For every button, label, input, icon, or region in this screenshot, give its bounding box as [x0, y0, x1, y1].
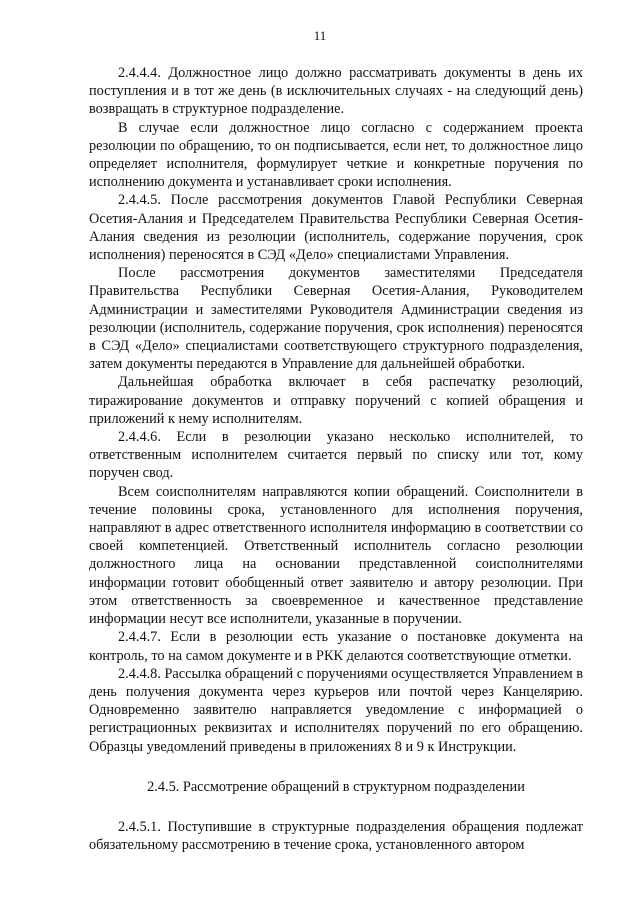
paragraph-resolution-signing: В случае если должностное лицо согласно с содержанием проекта резолюции по обращению, то он подписывается, если нет, то должностное лицо определяет исполнителя, формулирует четкие и конкретные поручения по исполнению документа и устанавливает сроки исполнения. [89, 119, 583, 191]
paragraph-2-4-4-7: 2.4.4.7. Если в резолюции есть указание о постановке документа на контроль, то на самом документе и в РКК делаются соответствующие отметки. [89, 629, 583, 664]
page-number: 11 [313, 28, 327, 43]
paragraph-2-4-4-4: 2.4.4.4. Должностное лицо должно рассматривать документы в день их поступления и в тот же день (в исключительных случаях - на следующий день) возвращать в структурное подразделение. [89, 65, 583, 118]
paragraph-2-4-4-5: 2.4.4.5. После рассмотрения документов Главой Республики Северная Осетия-Алания и Председателем Правительства Республики Северная Осетия-Алания сведения из резолюции (исполнитель, содержание поручения, срок исполнения) переносятся в СЭД «Дело» специалистами Управления. [89, 192, 583, 264]
paragraph-co-executors: Всем соисполнителям направляются копии обращений. Соисполнители в течение половины срока, установленного для исполнения поручения, направляют в адрес ответственного исполнителя информацию в соответствии со своей компетенцией. Ответственный исполнитель согласно резолюции должностного лица на основании представленной соисполнителями информации готовит обобщенный ответ заявителю и автору резолюции. При этом ответственность за своевременное и качественное представление информации несут все исполнители, указанные в поручении. [89, 483, 583, 628]
paragraph-deputies-review: После рассмотрения документов заместителями Председателя Правительства Республики Северная Осетия-Алания, Руководителем Администрации и заместителями Руководителя Администрации сведения из резолюции (исполнитель, содержание поручения, срок исполнения) переносятся в СЭД «Дело» специалистами соответствующего структурного подразделения, затем документы передаются в Управление для дальнейшей обработки. [89, 265, 583, 373]
paragraph-2-4-4-8: 2.4.4.8. Рассылка обращений с поручениями осуществляется Управлением в день получения документа через курьеров или почтой через Канцелярию. Одновременно заявителю направляется уведомление с информацией о регистрационных реквизитах и исполнителях поручений по его обращению. Образцы уведомлений приведены в приложениях 8 и 9 к Инструкции. [89, 665, 583, 755]
paragraph-2-4-4-6: 2.4.4.6. Если в резолюции указано несколько исполнителей, то ответственным исполнителем считается первый по списку или тот, кому поручен свод. [89, 429, 583, 482]
section-heading: 2.4.5. Рассмотрение обращений в структурном подразделении [147, 778, 525, 795]
document-body [89, 64, 583, 854]
paragraph-further-processing: Дальнейшая обработка включает в себя распечатку резолюций, тиражирование документов и отправку поручений с копией обращения и приложений к нему исполнителям. [89, 374, 583, 427]
paragraph-2-4-5-1: 2.4.5.1. Поступившие в структурные подразделения обращения подлежат обязательному рассмотрению в течение срока, установленного автором [89, 818, 583, 854]
